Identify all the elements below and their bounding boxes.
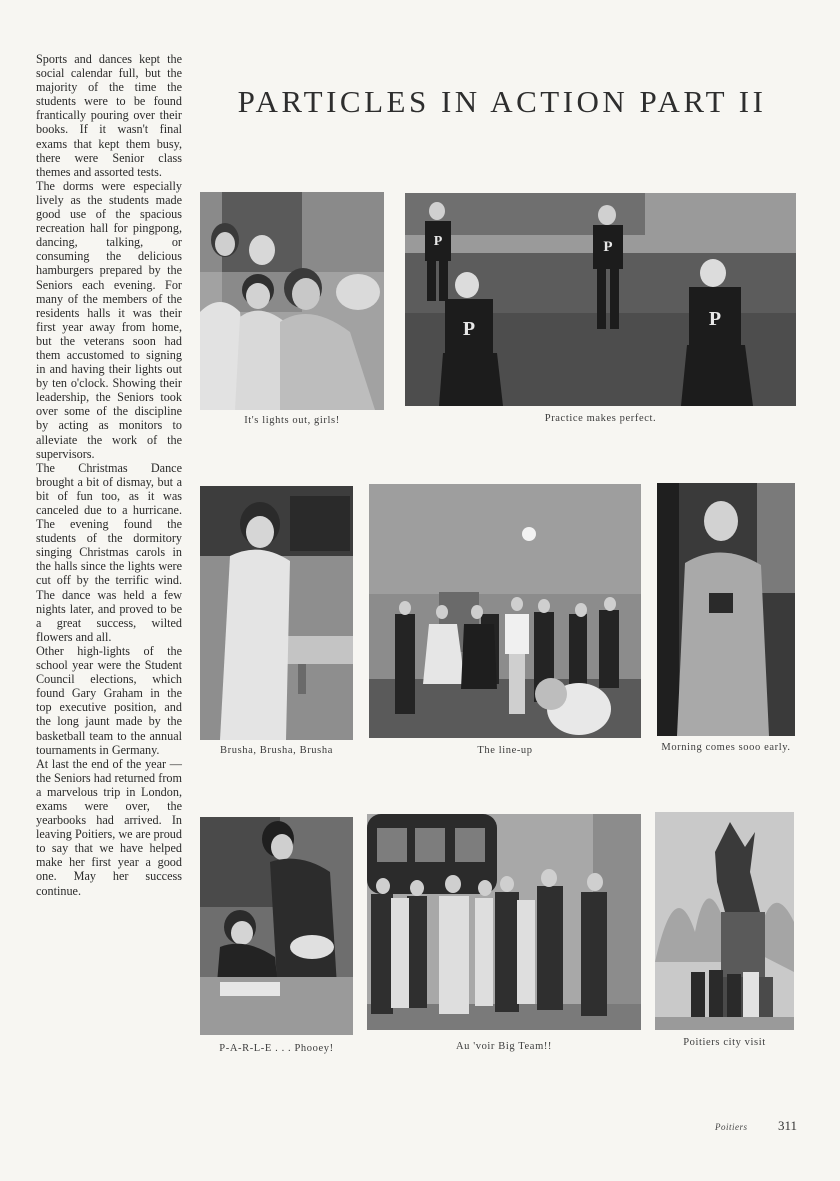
photo-caption: The line-up [477, 745, 533, 756]
photo-caption: Poitiers city visit [683, 1037, 766, 1048]
body-paragraph: The dorms were especially lively as the students made good use of the spacious recreation hall for pingpong, dancing, talking, or consuming the delicious hamburgers prepared by the Seniors each evening. For many of the members of the residents halls it was their first year away from home, but the veterans soon had them accustomed to signing in and having their lights out by ten o'clock. Showing their leadership, the Seniors took over some of the discipline by acting as monitors to alleviate the work of the supervisors. [36, 178, 182, 461]
page-title: PARTICLES IN ACTION PART II [237, 84, 767, 119]
photo-practice [405, 193, 796, 406]
photo-lights-out [200, 192, 384, 410]
photo-caption: Au 'voir Big Team!! [455, 1041, 553, 1052]
body-paragraph: Sports and dances kept the social calendar full, but the majority of the time the students were to be found frantically pouring over their books. If it wasn't final exams that kept them busy, there were Senior class themes and assorted tests. [36, 52, 182, 179]
footer-school-name: Poitiers [715, 1122, 748, 1132]
body-paragraph: Other high-lights of the school year were the Student Council elections, which found Gary Graham in the top executive position, and the long jaunt made by the basketball team to the annual tournaments in Germany. [36, 643, 182, 757]
photo-caption: Morning comes sooo early. [661, 742, 791, 753]
page-number: 311 [778, 1118, 798, 1133]
photo-poitiers [655, 812, 794, 1030]
sweater-letter: P [433, 234, 443, 249]
photo-caption: Brusha, Brusha, Brusha [220, 745, 333, 756]
photo-brusha [200, 486, 353, 740]
photo-caption: Practice makes perfect. [544, 413, 657, 424]
sweater-letter: P [462, 318, 476, 340]
photo-morning [657, 483, 795, 736]
photo-lineup [369, 484, 641, 738]
sweater-letter: P [603, 239, 613, 255]
sweater-letter: P [708, 308, 722, 330]
body-paragraph: At last the end of the year — the Seniors had returned from a marvelous trip in London, exams were over, the yearbooks had arrived. In leaving Poitiers, we are proud to say that we have helped make her first year a good one. May her success continue. [36, 756, 182, 898]
body-text-column [36, 52, 182, 898]
photo-caption: P-A-R-L-E . . . Phooey! [219, 1043, 334, 1054]
photo-au-voir [367, 814, 641, 1030]
body-paragraph: The Christmas Dance brought a bit of dismay, but a bit of fun too, as it was canceled due to a hurricane. The evening found the students of the dormitory singing Christmas carols in the halls since the lights were cut off by the terrific wind. The dance was held a few nights later, and proved to be a great success, wilted flowers and all. [36, 460, 182, 644]
photo-caption: It's lights out, girls! [244, 415, 340, 426]
photo-parle [200, 817, 353, 1035]
